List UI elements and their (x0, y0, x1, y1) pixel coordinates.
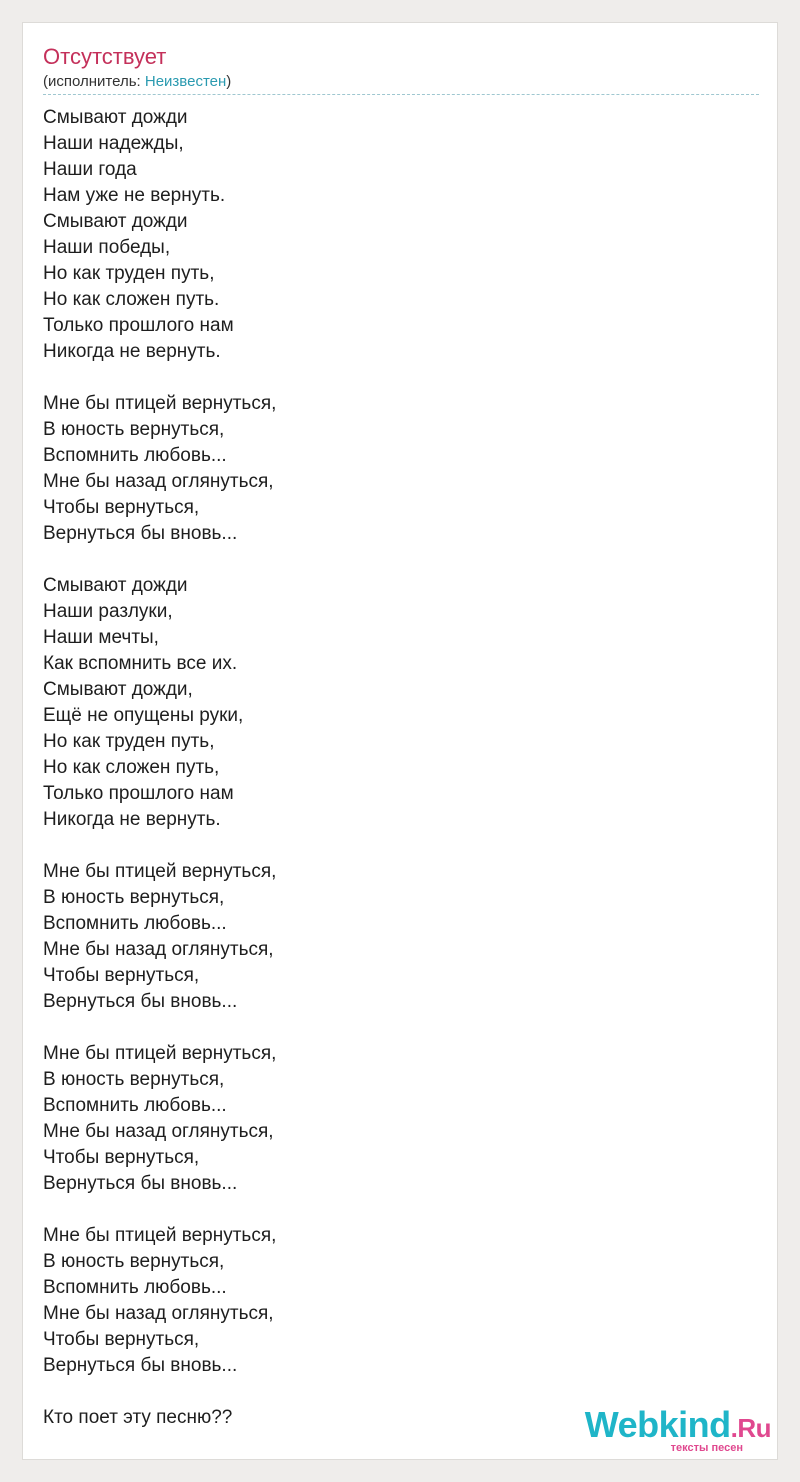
lyric-line: Наши разлуки, (43, 601, 173, 622)
webkind-logo[interactable] (571, 1405, 771, 1455)
lyric-line: В юность вернуться, (43, 887, 225, 908)
song-title: Отсутствует (43, 44, 167, 69)
lyric-line: Чтобы вернуться, (43, 1329, 200, 1350)
lyric-line (43, 833, 743, 859)
lyric-line: Мне бы назад оглянуться, (43, 1303, 274, 1324)
lyric-line: В юность вернуться, (43, 419, 225, 440)
lyric-line: В юность вернуться, (43, 1069, 225, 1090)
lyric-line: Вспомнить любовь... (43, 1277, 227, 1298)
lyric-line: Наши победы, (43, 237, 171, 258)
artist-suffix: ) (226, 73, 232, 90)
lyric-line: Но как сложен путь, (43, 757, 220, 778)
title-divider (43, 94, 759, 95)
lyric-line: Наши мечты, (43, 627, 159, 648)
lyrics-text (43, 105, 743, 1431)
lyric-line: Нам уже не вернуть. (43, 185, 226, 206)
lyric-line: Но как труден путь, (43, 263, 215, 284)
logo-tld: .Ru (730, 1413, 771, 1443)
lyric-line: Смывают дожди (43, 107, 188, 128)
lyric-line: Вернуться бы вновь... (43, 1355, 238, 1376)
lyric-line (43, 365, 743, 391)
lyric-line: Никогда не вернуть. (43, 341, 221, 362)
lyric-line: Чтобы вернуться, (43, 1147, 200, 1168)
logo-tagline: тексты песен (670, 1442, 743, 1454)
lyric-line: Только прошлого нам (43, 315, 234, 336)
lyric-line: Смывают дожди (43, 575, 188, 596)
lyrics-card (22, 22, 778, 1460)
lyric-line (43, 1197, 743, 1223)
lyric-line: Чтобы вернуться, (43, 497, 200, 518)
lyric-line: Чтобы вернуться, (43, 965, 200, 986)
lyric-line: Но как труден путь, (43, 731, 215, 752)
lyric-line: Вернуться бы вновь... (43, 523, 238, 544)
lyric-line: Вспомнить любовь... (43, 445, 227, 466)
lyric-line: Вспомнить любовь... (43, 1095, 227, 1116)
lyric-line (43, 547, 743, 573)
lyric-line: Наши надежды, (43, 133, 184, 154)
lyric-line: Только прошлого нам (43, 783, 234, 804)
lyric-line: Смывают дожди (43, 211, 188, 232)
lyric-line: Смывают дожди, (43, 679, 193, 700)
lyric-line: Наши года (43, 159, 137, 180)
lyric-line: Вспомнить любовь... (43, 913, 227, 934)
logo-brand: Webkind (584, 1404, 731, 1445)
lyric-line: Вернуться бы вновь... (43, 1173, 238, 1194)
lyric-line: Мне бы назад оглянуться, (43, 939, 274, 960)
artist-prefix: (исполнитель: (43, 73, 145, 90)
lyric-line: В юность вернуться, (43, 1251, 225, 1272)
lyric-line: Мне бы птицей вернуться, (43, 393, 277, 414)
lyric-line: Кто поет эту песню?? (43, 1407, 233, 1428)
lyric-line: Мне бы птицей вернуться, (43, 1043, 277, 1064)
lyric-line: Мне бы птицей вернуться, (43, 861, 277, 882)
artist-link[interactable]: Неизвестен (144, 73, 227, 90)
artist-line (43, 73, 231, 91)
lyric-line: Мне бы птицей вернуться, (43, 1225, 277, 1246)
lyric-line: Ещё не опущены руки, (43, 705, 244, 726)
lyric-line: Но как сложен путь. (43, 289, 220, 310)
lyric-line: Как вспомнить все их. (43, 653, 238, 674)
lyric-line (43, 1379, 743, 1405)
lyric-line: Вернуться бы вновь... (43, 991, 238, 1012)
lyric-line: Мне бы назад оглянуться, (43, 471, 274, 492)
lyric-line: Мне бы назад оглянуться, (43, 1121, 274, 1142)
lyric-line: Никогда не вернуть. (43, 809, 221, 830)
lyric-line (43, 1015, 743, 1041)
